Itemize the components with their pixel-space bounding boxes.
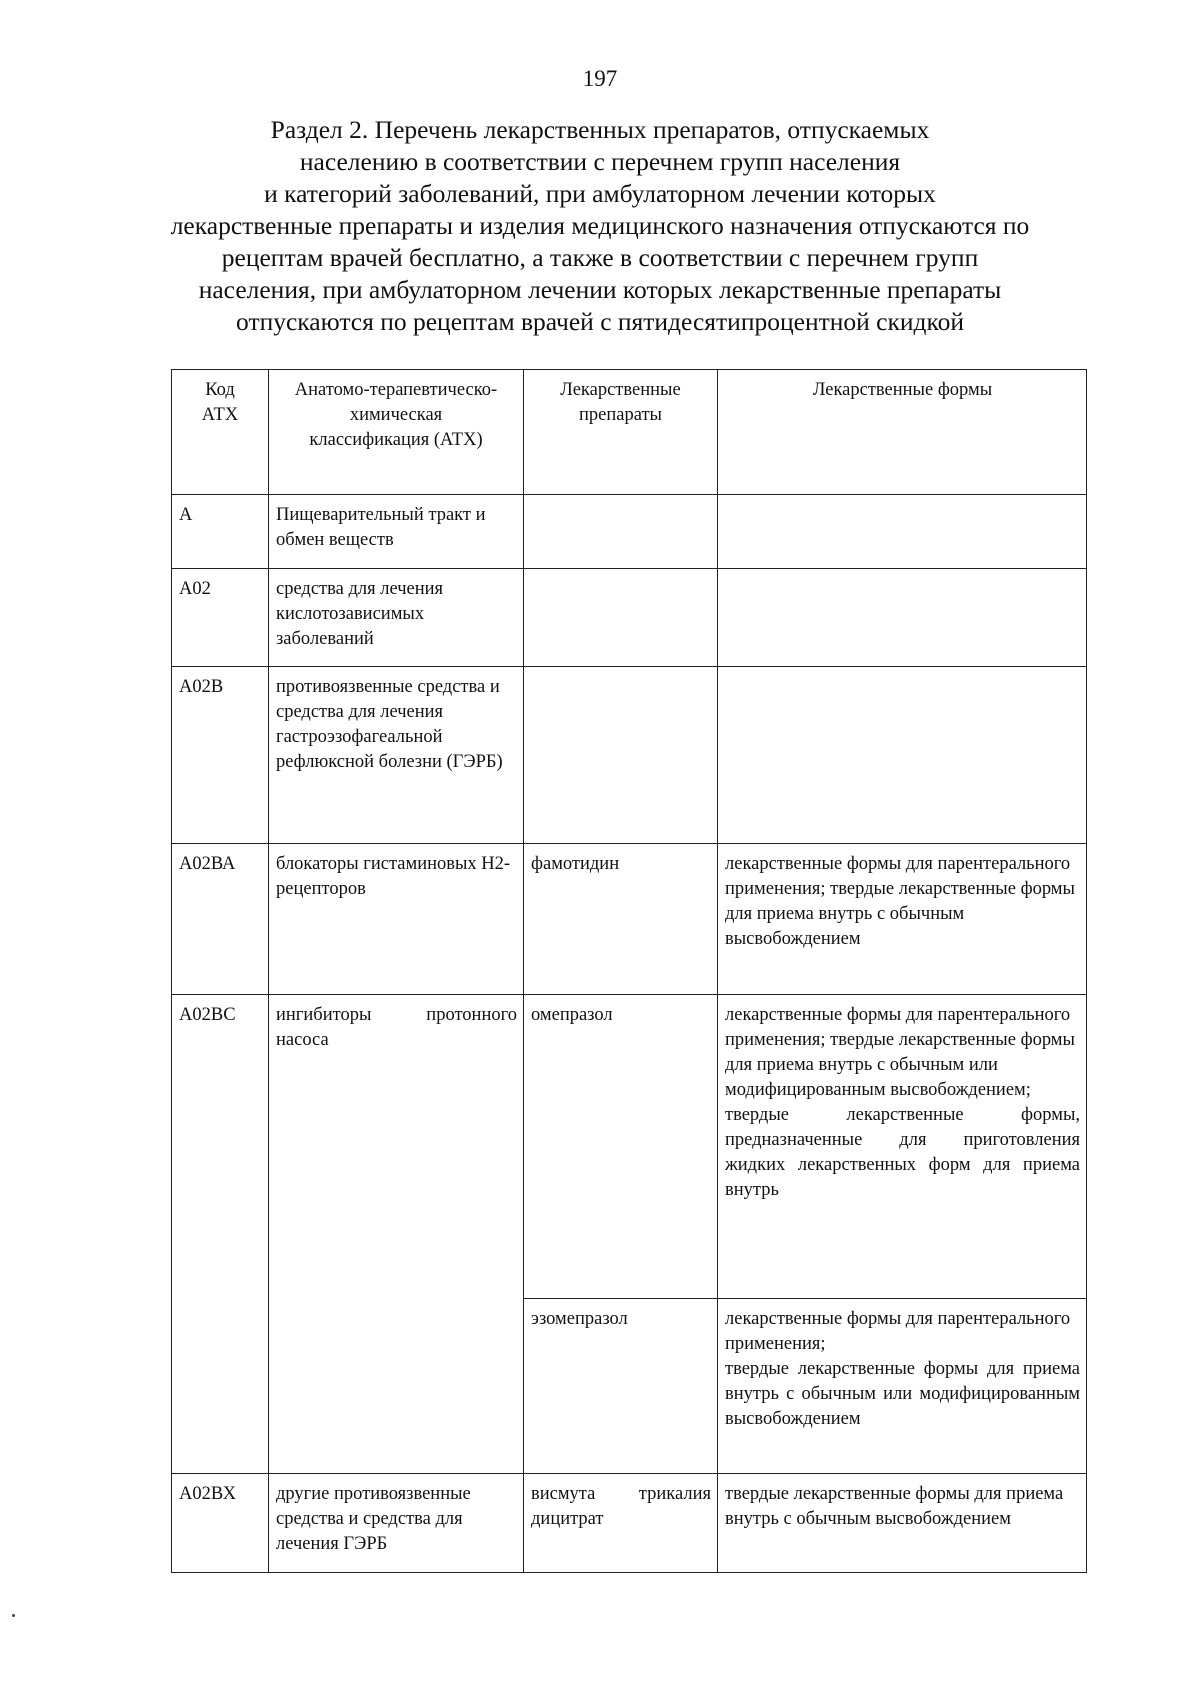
heading-line: лекарственные препараты и изделия медицинского назначения отпускаются по [170, 211, 1030, 240]
dosage-forms [718, 995, 1087, 1299]
drug-name: фамотидин [524, 844, 718, 995]
atc-code: А [172, 495, 269, 569]
heading-line: населения, при амбулаторном лечении которых лекарственные препараты [198, 275, 1002, 304]
dosage-forms-part: твердые лекарственные формы для приема внутрь с обычным или модифицированным высвобождением [725, 1359, 1080, 1429]
drug-name: висмута трикалия дицитрат [524, 1474, 718, 1573]
dosage-forms-part: твердые лекарственные формы, предназначенные для приготовления жидких лекарственных форм для приема внутрь [725, 1105, 1080, 1200]
forms-cell [718, 569, 1087, 667]
atc-classification: противоязвенные средства и средства для лечения гастроэзофагеальной рефлюксной болезни (ГЭРБ) [269, 667, 524, 844]
dosage-forms: твердые лекарственные формы для приема внутрь с обычным высвобождением [718, 1474, 1087, 1573]
header-forms: Лекарственные формы [718, 370, 1087, 495]
header-drugs: Лекарственные препараты [524, 370, 718, 495]
dosage-forms-part: лекарственные формы для парентерального применения; [725, 1309, 1071, 1354]
scan-speck [12, 1614, 15, 1617]
header-classification: Анатомо-терапевтическо-химическая классификация (АТХ) [269, 370, 524, 495]
table-row [172, 995, 1087, 1299]
atc-code: А02ВХ [172, 1474, 269, 1573]
heading-line: и категорий заболеваний, при амбулаторном лечении которых [264, 179, 936, 208]
atc-classification: Пищеварительный тракт и обмен веществ [269, 495, 524, 569]
heading-line: населению в соответствии с перечнем групп населения [299, 147, 901, 176]
atc-code: А02ВС [172, 995, 269, 1474]
forms-cell [718, 667, 1087, 844]
forms-cell [718, 495, 1087, 569]
table-header-row [172, 370, 1087, 495]
heading-line: Раздел 2. Перечень лекарственных препаратов, отпускаемых [270, 115, 930, 144]
atc-code: А02В [172, 667, 269, 844]
drug-name: эзомепразол [524, 1299, 718, 1474]
dosage-forms [718, 1299, 1087, 1474]
table-row [172, 844, 1087, 995]
heading-line: отпускаются по рецептам врачей с пятидесятипроцентной скидкой [236, 307, 964, 336]
table-row [172, 495, 1087, 569]
atc-classification: блокаторы гистаминовых Н2-рецепторов [269, 844, 524, 995]
atc-code: А02ВА [172, 844, 269, 995]
atc-classification: средства для лечения кислотозависимых заболеваний [269, 569, 524, 667]
dosage-forms: лекарственные формы для парентерального применения; твердые лекарственные формы для приема внутрь с обычным высвобождением [718, 844, 1087, 995]
atc-classification: другие противоязвенные средства и средства для лечения ГЭРБ [269, 1474, 524, 1573]
atc-drug-table [171, 369, 1087, 1573]
drug-cell [524, 569, 718, 667]
dosage-forms-part: лекарственные формы для парентерального применения; твердые лекарственные формы для приема внутрь с обычным или модифицированным высвобождением; [725, 1005, 1075, 1100]
drug-cell [524, 667, 718, 844]
atc-code: А02 [172, 569, 269, 667]
heading-line: рецептам врачей бесплатно, а также в соответствии с перечнем групп [221, 243, 979, 272]
atc-classification: ингибиторы протонного насоса [269, 995, 524, 1474]
table-row [172, 569, 1087, 667]
header-code: Код АТХ [172, 370, 269, 495]
section-heading [150, 114, 1050, 338]
table-row [172, 667, 1087, 844]
table-row [172, 1474, 1087, 1573]
drug-cell [524, 495, 718, 569]
page-number: 197 [582, 66, 618, 91]
drug-name: омепразол [524, 995, 718, 1299]
